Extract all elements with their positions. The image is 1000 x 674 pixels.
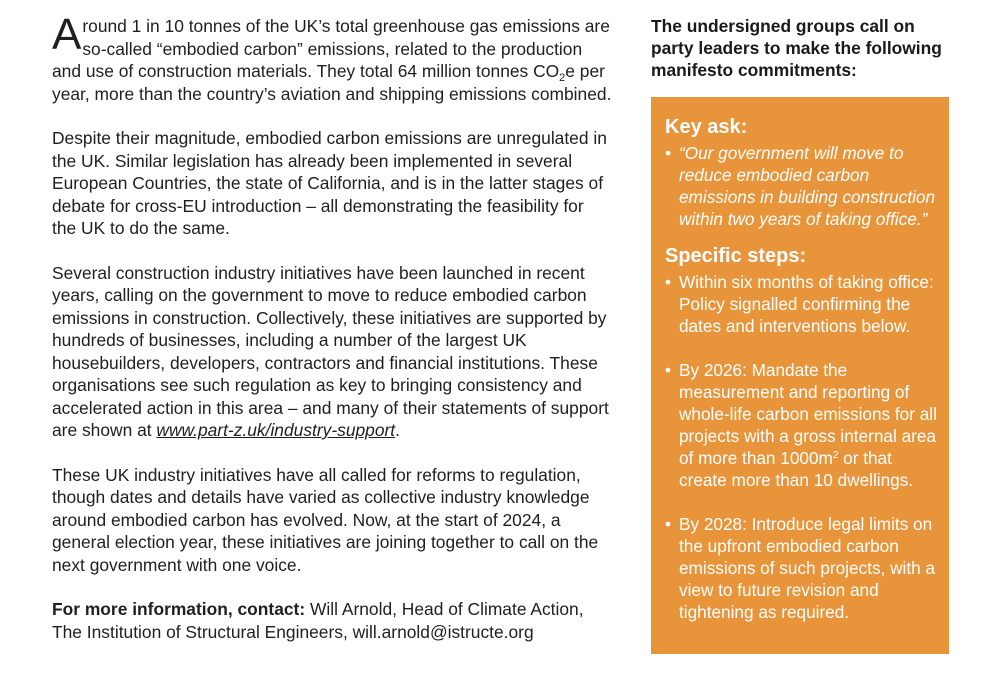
co2-subscript: 2 (559, 72, 566, 84)
specific-steps-list (665, 271, 939, 623)
step-text: By 2028: Introduce legal limits on the upfront embodied carbon emissions of such projects, with a view to future revision and tightening as required. (679, 514, 936, 622)
intro-text-part1: round 1 in 10 tonnes of the UK’s total greenhouse gas emissions are so-called “embodied carbon” emissions, related to the production and use of construction materials. They total 64 million tonnes CO (52, 16, 610, 81)
key-ask-heading: Key ask: (665, 116, 748, 138)
main-text-column (52, 10, 612, 665)
initiatives-text-end: . (395, 420, 400, 440)
reforms-paragraph: These UK industry initiatives have all called for reforms to regulation, though dates and details have varied as collective industry knowledge around embodied carbon has evolved. Now, at the start of 2024, a general election year, these initiatives are joining together to call on the next government with one voice. (52, 464, 599, 575)
bullet-icon: • (665, 514, 672, 534)
step-text-end: or that create more than 10 dwellings. (679, 448, 914, 490)
contact-label: For more information, contact: (52, 599, 306, 619)
list-item (665, 271, 939, 337)
initiatives-text: Several construction industry initiatives have been launched in recent years, calling on the government to move to reduce embodied carbon emissions in construction. Collectively, these initiatives are supported by hundreds of businesses, including a number of the largest UK housebuilders, developers, contractors and financial institutions. These organisations see such regulation as key to bringing consistency and accelerated action in this area – and many of their statements of support are shown at (52, 262, 609, 440)
regulation-paragraph: Despite their magnitude, embodied carbon emissions are unregulated in the UK. Similar legislation has already been implemented in several European Countries, the state of California, and is in the latter stages of debate for cross-EU introduction – all demonstrating the feasibility for the UK to do the same. (52, 128, 607, 238)
initiatives-paragraph (52, 262, 612, 442)
squared-superscript: 2 (832, 450, 839, 461)
contact-details: Will Arnold, Head of Climate Action, The Institution of Structural Engineers, will.arnold@istructe.org (52, 599, 584, 642)
intro-paragraph (52, 10, 612, 105)
contact-paragraph (52, 598, 612, 643)
commitments-box (651, 97, 949, 654)
bullet-icon: • (665, 143, 672, 163)
industry-support-link[interactable]: www.part-z.uk/industry-support (156, 420, 396, 440)
key-ask-list (665, 142, 939, 230)
intro-text-part2: e per year, more than the country’s aviation and shipping emissions combined. (52, 61, 612, 104)
step-text: Within six months of taking office: Policy signalled confirming the dates and interventions below. (679, 272, 934, 336)
commitments-intro (651, 15, 961, 81)
bullet-icon: • (665, 360, 672, 380)
commitments-heading: The undersigned groups call on party leaders to make the following manifesto commitments: (651, 16, 942, 80)
list-item (665, 513, 939, 623)
key-ask-text: “Our government will move to reduce embodied carbon emissions in building construction within two years of taking office.” (679, 143, 936, 229)
drop-cap: A (52, 10, 82, 59)
bullet-icon: • (665, 272, 672, 292)
list-item (665, 142, 939, 230)
specific-steps-heading: Specific steps: (665, 245, 807, 267)
step-text: By 2026: Mandate the measurement and reporting of whole-life carbon emissions for all projects with a gross internal area of more than 1000m (679, 360, 937, 468)
list-item (665, 359, 939, 491)
